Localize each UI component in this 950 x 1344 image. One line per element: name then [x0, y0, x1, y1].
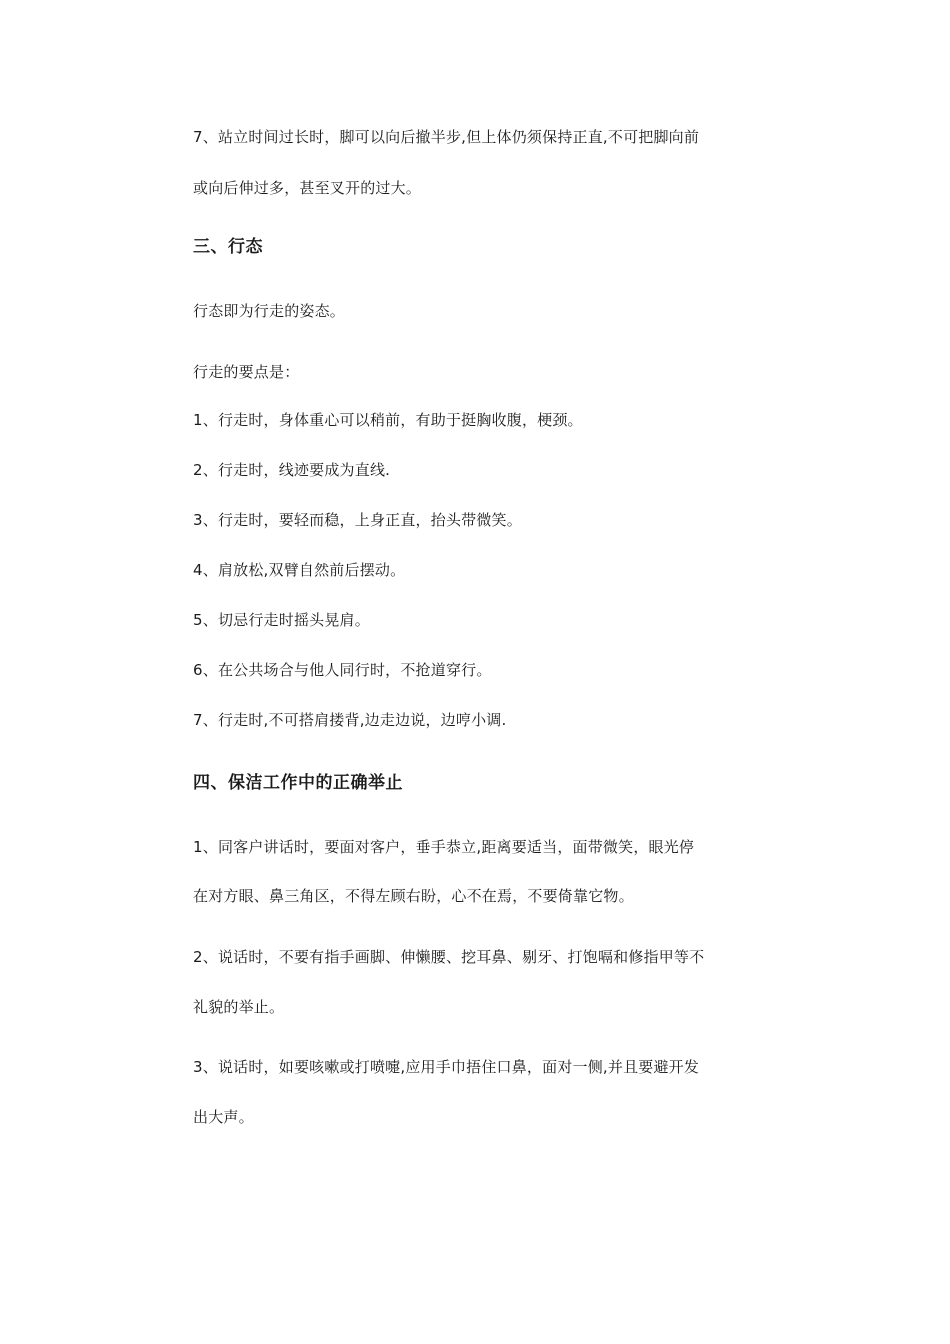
section-heading: 四、保洁工作中的正确举止	[193, 773, 403, 793]
paragraph-line: 行态即为行走的姿态。	[193, 302, 346, 320]
paragraph-line: 在对方眼、鼻三角区，不得左顾右盼，心不在焉，不要倚靠它物。	[193, 887, 634, 905]
paragraph-line: 出大声。	[193, 1108, 254, 1126]
paragraph-line: 7、站立时间过长时，脚可以向后撤半步,但上体仍须保持正直,不可把脚向前	[193, 128, 700, 146]
paragraph-line: 或向后伸过多，甚至叉开的过大。	[193, 179, 422, 197]
list-item: 6、在公共场合与他人同行时，不抢道穿行。	[193, 661, 492, 679]
section-heading: 三、行态	[193, 237, 263, 257]
list-item: 5、切忌行走时摇头晃肩。	[193, 611, 370, 629]
list-item: 1、行走时，身体重心可以稍前，有助于挺胸收腹，梗颈。	[193, 411, 583, 429]
paragraph-line: 行走的要点是：	[193, 363, 300, 381]
list-item: 3、行走时，要轻而稳，上身正直，抬头带微笑。	[193, 511, 522, 529]
list-item: 2、说话时，不要有指手画脚、伸懒腰、挖耳鼻、剔牙、打饱嗝和修指甲等不	[193, 948, 705, 966]
paragraph-line: 礼貌的举止。	[193, 998, 285, 1016]
list-item: 2、行走时，线迹要成为直线.	[193, 461, 391, 479]
list-item: 7、行走时,不可搭肩搂背,边走边说，边哼小调.	[193, 711, 507, 729]
list-item: 3、说话时，如要咳嗽或打喷嚏,应用手巾捂住口鼻，面对一侧,并且要避开发	[193, 1058, 700, 1076]
list-item: 1、同客户讲话时，要面对客户，垂手恭立,距离要适当，面带微笑，眼光停	[193, 838, 695, 856]
list-item: 4、肩放松,双臂自然前后摆动。	[193, 561, 406, 579]
